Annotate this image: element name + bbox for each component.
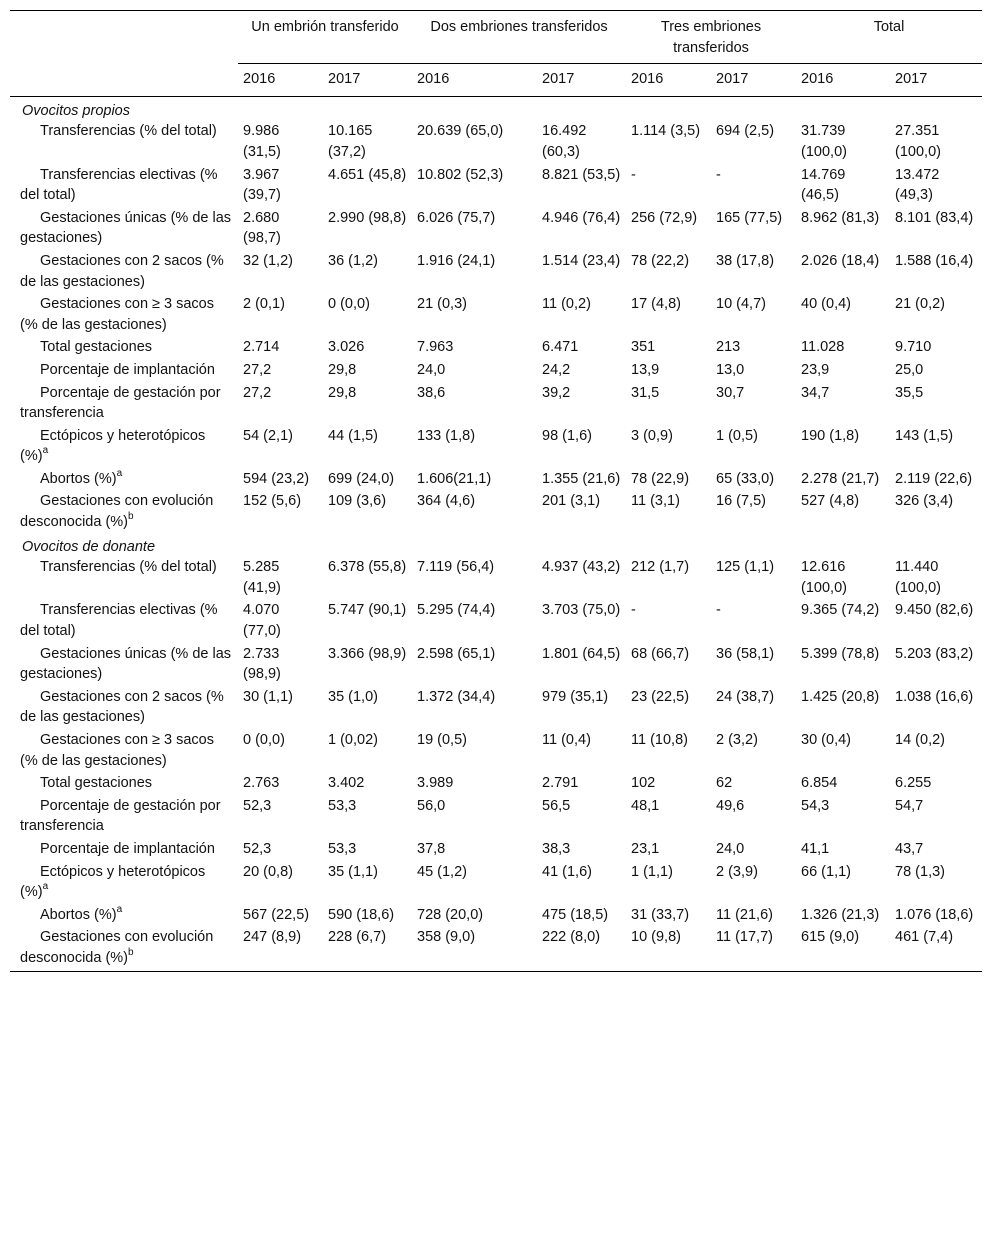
table-cell: 40 (0,4)	[801, 296, 851, 313]
table-cell: 6.471	[542, 339, 579, 356]
row-label-text: Abortos (%)	[40, 906, 117, 923]
table-cell: 1.514 (23,4)	[542, 252, 621, 269]
table-row	[10, 337, 982, 360]
table-cell: 109 (3,6)	[328, 493, 387, 510]
table-cell: 11 (17,7)	[716, 929, 773, 946]
table-cell: 1.916 (24,1)	[417, 252, 496, 269]
row-label	[10, 796, 238, 839]
table-cell: 11 (0,2)	[542, 296, 591, 313]
table-cell: 31,5	[631, 384, 660, 401]
table-cell: -	[716, 602, 721, 619]
table-cell: 3.366 (98,9)	[328, 645, 407, 662]
row-label	[10, 927, 238, 971]
table-cell: 1.038 (16,6)	[895, 688, 974, 705]
row-label	[10, 773, 238, 796]
row-label-text: Gestaciones con ≥ 3 sacos (% de las gestaciones)	[20, 732, 214, 769]
group-header-total: Total	[873, 19, 905, 35]
table-cell: 4.070 (77,0)	[243, 602, 281, 640]
table-cell: 41 (1,6)	[542, 863, 592, 880]
data-table	[10, 10, 982, 972]
table-cell: 31 (33,7)	[631, 906, 690, 923]
table-cell: 10 (4,7)	[716, 296, 766, 313]
row-label	[10, 905, 238, 928]
table-cell: 5.285 (41,9)	[243, 559, 281, 596]
table-cell: 1 (0,5)	[716, 427, 758, 444]
table-cell: 222 (8,0)	[542, 929, 601, 946]
row-label-text: Porcentaje de gestación por transferencia	[20, 384, 221, 422]
table-cell: 23,1	[631, 840, 660, 857]
table-cell: 4.651 (45,8)	[328, 166, 407, 183]
year-header: 2016	[412, 64, 537, 97]
table-cell: 2.119 (22,6)	[895, 470, 973, 487]
table-cell: 2.680 (98,7)	[243, 209, 281, 247]
table-cell: 53,3	[328, 840, 357, 857]
table-container	[10, 10, 982, 972]
table-cell: 13.472 (49,3)	[895, 166, 940, 204]
table-cell: 4.946 (76,4)	[542, 209, 621, 226]
year-header: 2017	[711, 64, 796, 97]
table-cell: 35 (1,1)	[328, 863, 378, 880]
table-cell: 364 (4,6)	[417, 493, 476, 510]
table-cell: -	[716, 166, 721, 183]
table-cell: 10 (9,8)	[631, 929, 681, 946]
row-label	[10, 337, 238, 360]
table-cell: 212 (1,7)	[631, 559, 690, 576]
table-row	[10, 905, 982, 928]
row-label-text: Total gestaciones	[40, 775, 153, 792]
table-cell: 11 (21,6)	[716, 906, 773, 923]
table-cell: 2 (0,1)	[243, 296, 285, 313]
row-label	[10, 121, 238, 164]
table-cell: 35 (1,0)	[328, 688, 378, 705]
row-label	[10, 600, 238, 643]
row-label	[10, 730, 238, 773]
table-cell: 5.203 (83,2)	[895, 645, 974, 662]
table-cell: 54 (2,1)	[243, 427, 293, 444]
table-cell: 24,2	[542, 361, 571, 378]
table-cell: 6.854	[801, 775, 838, 792]
table-cell: 10.165 (37,2)	[328, 123, 373, 160]
table-cell: 2 (3,9)	[716, 863, 758, 880]
row-label	[10, 426, 238, 469]
row-label-text: Gestaciones únicas (% de las gestaciones)	[20, 209, 232, 247]
table-cell: 31.739 (100,0)	[801, 123, 847, 160]
table-cell: 1.326 (21,3)	[801, 906, 880, 923]
table-cell: 2.278 (21,7)	[801, 470, 880, 487]
table-cell: 27.351 (100,0)	[895, 123, 941, 160]
table-cell: 34,7	[801, 384, 830, 401]
table-cell: 23 (22,5)	[631, 688, 690, 705]
table-row	[10, 796, 982, 839]
section-row	[10, 535, 982, 558]
footnote-marker: a	[116, 468, 123, 480]
table-cell: 25,0	[895, 361, 924, 378]
table-cell: 41,1	[801, 840, 830, 857]
table-cell: 615 (9,0)	[801, 929, 860, 946]
table-cell: 2.990 (98,8)	[328, 209, 407, 226]
table-row	[10, 773, 982, 796]
year-header: 2017	[537, 64, 626, 97]
table-cell: 68 (66,7)	[631, 645, 690, 662]
row-label	[10, 383, 238, 426]
table-cell: 36 (58,1)	[716, 645, 775, 662]
table-row	[10, 927, 982, 971]
table-cell: 326 (3,4)	[895, 493, 954, 510]
table-cell: 213	[716, 339, 741, 356]
table-cell: 17 (4,8)	[631, 296, 681, 313]
row-label-text: Gestaciones con ≥ 3 sacos (% de las gestaciones)	[20, 296, 214, 333]
table-cell: 45 (1,2)	[417, 863, 467, 880]
table-cell: 590 (18,6)	[328, 906, 395, 923]
table-cell: 30 (1,1)	[243, 688, 293, 705]
table-cell: 9.710	[895, 339, 932, 356]
year-header: 2017	[890, 64, 982, 97]
table-cell: 78 (1,3)	[895, 863, 945, 880]
table-cell: 54,7	[895, 797, 924, 814]
row-label-text: Transferencias electivas (% del total)	[20, 602, 218, 640]
table-cell: 6.026 (75,7)	[417, 209, 496, 226]
table-cell: 351	[631, 339, 656, 356]
table-cell: 53,3	[328, 797, 357, 814]
table-cell: 1.114 (3,5)	[631, 123, 701, 140]
table-cell: 1 (1,1)	[631, 863, 673, 880]
table-cell: 24,0	[417, 361, 446, 378]
table-row	[10, 839, 982, 862]
table-cell: 979 (35,1)	[542, 688, 609, 705]
table-cell: 256 (72,9)	[631, 209, 698, 226]
table-cell: 10.802 (52,3)	[417, 166, 504, 183]
table-row	[10, 294, 982, 337]
table-cell: 358 (9,0)	[417, 929, 476, 946]
row-label	[10, 687, 238, 730]
table-cell: 7.963	[417, 339, 454, 356]
table-cell: 125 (1,1)	[716, 559, 775, 576]
table-cell: 39,2	[542, 384, 571, 401]
row-label-text: Ectópicos y heterotópicos (%)	[20, 863, 206, 901]
table-cell: 56,5	[542, 797, 571, 814]
table-cell: 14 (0,2)	[895, 732, 945, 748]
table-cell: 20 (0,8)	[243, 863, 293, 880]
table-cell: 1.425 (20,8)	[801, 688, 880, 705]
table-cell: 5.747 (90,1)	[328, 602, 407, 619]
table-cell: 2 (3,2)	[716, 732, 758, 748]
table-cell: 3.026	[328, 339, 365, 356]
table-cell: 3.402	[328, 775, 365, 792]
table-row	[10, 557, 982, 600]
table-cell: 8.821 (53,5)	[542, 166, 621, 183]
row-label-text: Gestaciones con evolución desconocida (%)	[20, 493, 214, 531]
table-cell: 48,1	[631, 797, 660, 814]
row-label	[10, 557, 238, 600]
table-cell: 52,3	[243, 840, 272, 857]
table-row	[10, 469, 982, 492]
table-cell: 66 (1,1)	[801, 863, 851, 880]
year-header: 2017	[323, 64, 412, 97]
table-row	[10, 491, 982, 534]
section-row	[10, 96, 982, 121]
table-cell: 37,8	[417, 840, 446, 857]
table-cell: -	[631, 166, 636, 183]
row-label	[10, 469, 238, 492]
table-cell: 728 (20,0)	[417, 906, 484, 923]
table-cell: 12.616 (100,0)	[801, 559, 847, 596]
row-label-text: Porcentaje de gestación por transferencia	[20, 797, 221, 835]
table-cell: 9.365 (74,2)	[801, 602, 880, 619]
group-header-un: Un embrión transferido	[251, 19, 399, 35]
group-header-tres: Tres embriones transferidos	[660, 19, 762, 56]
table-cell: 8.962 (81,3)	[801, 209, 880, 226]
table-header	[10, 11, 982, 97]
table-cell: 2.733 (98,9)	[243, 645, 281, 683]
table-cell: -	[631, 602, 636, 619]
table-row	[10, 208, 982, 251]
table-cell: 11 (3,1)	[631, 493, 680, 510]
table-cell: 2.791	[542, 775, 579, 792]
year-header: 2016	[796, 64, 890, 97]
table-cell: 29,8	[328, 361, 357, 378]
row-label-text: Ectópicos y heterotópicos (%)	[20, 427, 206, 465]
row-label-text: Transferencias (% del total)	[40, 123, 217, 140]
table-cell: 38,6	[417, 384, 446, 401]
table-cell: 6.378 (55,8)	[328, 559, 407, 576]
table-row	[10, 862, 982, 905]
table-cell: 20.639 (65,0)	[417, 123, 504, 140]
table-row	[10, 121, 982, 164]
table-cell: 567 (22,5)	[243, 906, 310, 923]
table-cell: 133 (1,8)	[417, 427, 476, 444]
table-cell: 694 (2,5)	[716, 123, 775, 140]
table-cell: 30 (0,4)	[801, 732, 851, 748]
year-header: 2016	[238, 64, 323, 97]
table-row	[10, 165, 982, 208]
table-cell: 1.606(21,1)	[417, 470, 492, 487]
row-label	[10, 644, 238, 687]
table-cell: 1.801 (64,5)	[542, 645, 621, 662]
table-cell: 152 (5,6)	[243, 493, 302, 510]
table-cell: 11.028	[801, 339, 845, 356]
table-cell: 3.967 (39,7)	[243, 166, 281, 204]
table-row	[10, 730, 982, 773]
table-cell: 0 (0,0)	[243, 732, 285, 748]
row-label	[10, 165, 238, 208]
table-cell: 54,3	[801, 797, 830, 814]
table-cell: 1.076 (18,6)	[895, 906, 974, 923]
footnote-marker: a	[42, 881, 49, 893]
table-cell: 38 (17,8)	[716, 252, 775, 269]
table-body	[10, 96, 982, 971]
table-cell: 32 (1,2)	[243, 252, 293, 269]
section-title: Ovocitos propios	[22, 102, 130, 119]
table-cell: 16 (7,5)	[716, 493, 766, 510]
group-header-row	[10, 11, 982, 64]
table-cell: 2.598 (65,1)	[417, 645, 496, 662]
table-cell: 11 (0,4)	[542, 732, 591, 748]
table-cell: 98 (1,6)	[542, 427, 592, 444]
table-cell: 49,6	[716, 797, 745, 814]
table-cell: 2.714	[243, 339, 280, 356]
table-cell: 1 (0,02)	[328, 732, 378, 748]
table-cell: 24,0	[716, 840, 745, 857]
year-header: 2016	[626, 64, 711, 97]
table-cell: 19 (0,5)	[417, 732, 467, 748]
table-cell: 30,7	[716, 384, 745, 401]
table-cell: 21 (0,2)	[895, 296, 945, 313]
table-cell: 4.937 (43,2)	[542, 559, 621, 576]
table-cell: 65 (33,0)	[716, 470, 775, 487]
table-cell: 11 (10,8)	[631, 732, 688, 748]
table-cell: 1.355 (21,6)	[542, 470, 621, 487]
table-cell: 13,0	[716, 361, 745, 378]
table-cell: 27,2	[243, 361, 272, 378]
table-cell: 165 (77,5)	[716, 209, 783, 226]
table-cell: 9.450 (82,6)	[895, 602, 974, 619]
row-label	[10, 862, 238, 905]
row-label-text: Porcentaje de implantación	[40, 361, 215, 378]
table-cell: 36 (1,2)	[328, 252, 378, 269]
row-label	[10, 208, 238, 251]
table-cell: 527 (4,8)	[801, 493, 860, 510]
table-cell: 5.295 (74,4)	[417, 602, 496, 619]
table-cell: 35,5	[895, 384, 924, 401]
row-label	[10, 839, 238, 862]
table-row	[10, 383, 982, 426]
table-cell: 78 (22,2)	[631, 252, 690, 269]
table-cell: 52,3	[243, 797, 272, 814]
table-cell: 247 (8,9)	[243, 929, 302, 946]
table-cell: 475 (18,5)	[542, 906, 609, 923]
table-cell: 143 (1,5)	[895, 427, 954, 444]
footnote-marker: b	[128, 947, 134, 959]
row-label-text: Gestaciones con 2 sacos (% de las gestaciones)	[20, 688, 224, 726]
table-row	[10, 644, 982, 687]
row-label	[10, 360, 238, 383]
row-label	[10, 251, 238, 294]
footnote-marker: b	[128, 511, 134, 523]
table-cell: 21 (0,3)	[417, 296, 467, 313]
row-label	[10, 491, 238, 534]
table-cell: 44 (1,5)	[328, 427, 378, 444]
table-cell: 594 (23,2)	[243, 470, 310, 487]
table-cell: 3.703 (75,0)	[542, 602, 621, 619]
table-row	[10, 251, 982, 294]
table-cell: 23,9	[801, 361, 830, 378]
row-label-text: Transferencias (% del total)	[40, 559, 217, 576]
table-cell: 78 (22,9)	[631, 470, 690, 487]
table-cell: 16.492 (60,3)	[542, 123, 587, 160]
table-cell: 8.101 (83,4)	[895, 209, 974, 226]
table-cell: 3 (0,9)	[631, 427, 673, 444]
table-cell: 102	[631, 775, 656, 792]
row-label-text: Gestaciones con 2 sacos (% de las gestaciones)	[20, 252, 224, 290]
table-cell: 24 (38,7)	[716, 688, 775, 705]
table-cell: 27,2	[243, 384, 272, 401]
section-title: Ovocitos de donante	[22, 538, 156, 555]
row-label-text: Porcentaje de implantación	[40, 840, 215, 857]
row-label-text: Gestaciones con evolución desconocida (%)	[20, 929, 214, 966]
row-label-text: Transferencias electivas (% del total)	[20, 166, 218, 204]
row-label-text: Abortos (%)	[40, 470, 117, 487]
table-row	[10, 426, 982, 469]
table-cell: 190 (1,8)	[801, 427, 860, 444]
table-cell: 228 (6,7)	[328, 929, 387, 946]
table-cell: 461 (7,4)	[895, 929, 954, 946]
table-cell: 62	[716, 775, 733, 792]
table-row	[10, 360, 982, 383]
header-corner	[10, 11, 238, 97]
table-cell: 38,3	[542, 840, 571, 857]
table-cell: 14.769 (46,5)	[801, 166, 846, 204]
table-cell: 13,9	[631, 361, 660, 378]
table-cell: 201 (3,1)	[542, 493, 601, 510]
table-cell: 0 (0,0)	[328, 296, 370, 313]
table-cell: 5.399 (78,8)	[801, 645, 880, 662]
table-cell: 9.986 (31,5)	[243, 123, 281, 160]
table-cell: 3.989	[417, 775, 454, 792]
footnote-marker: a	[42, 445, 49, 457]
table-cell: 1.588 (16,4)	[895, 252, 974, 269]
row-label-text: Gestaciones únicas (% de las gestaciones)	[20, 645, 232, 683]
table-cell: 7.119 (56,4)	[417, 559, 495, 576]
table-cell: 6.255	[895, 775, 932, 792]
row-label	[10, 294, 238, 337]
table-cell: 29,8	[328, 384, 357, 401]
table-cell: 2.026 (18,4)	[801, 252, 880, 269]
table-cell: 43,7	[895, 840, 924, 857]
table-cell: 1.372 (34,4)	[417, 688, 496, 705]
table-row	[10, 687, 982, 730]
group-header-dos: Dos embriones transferidos	[430, 19, 608, 35]
table-cell: 2.763	[243, 775, 280, 792]
table-cell: 11.440 (100,0)	[895, 559, 941, 596]
footnote-marker: a	[116, 903, 123, 915]
table-cell: 699 (24,0)	[328, 470, 395, 487]
table-cell: 56,0	[417, 797, 446, 814]
row-label-text: Total gestaciones	[40, 339, 153, 356]
table-row	[10, 600, 982, 643]
